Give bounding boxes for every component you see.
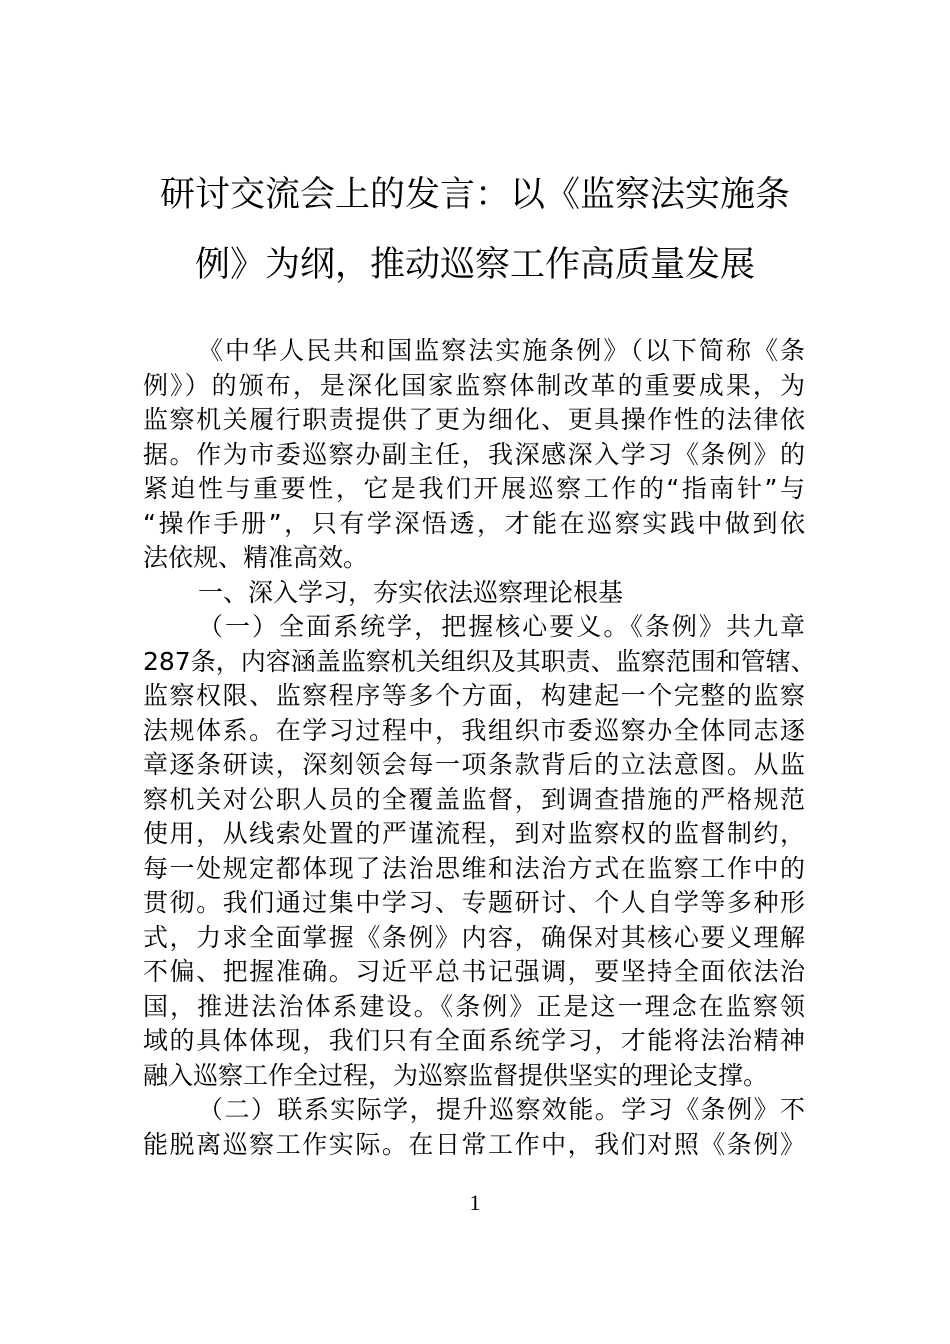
document-title xyxy=(0,160,950,300)
paragraph xyxy=(143,1093,805,1162)
text-line: 域的具体体现，我们只有全面系统学习，才能将法治精神 xyxy=(143,1026,805,1055)
text-line: 监察权限、监察程序等多个方面，构建起一个完整的监察 xyxy=(143,681,805,710)
text-line: 每一处规定都体现了法治思维和法治方式在监察工作中的 xyxy=(143,853,805,883)
section-heading xyxy=(143,576,805,611)
text-line: 紧迫性与重要性，它是我们开展巡察工作的“指南针”与 xyxy=(143,474,805,503)
text-line: “操作手册”，只有学深悟透，才能在巡察实践中做到依 xyxy=(143,508,805,538)
text-line: 一、深入学习，夯实依法巡察理论根基 xyxy=(198,577,624,607)
paragraph xyxy=(143,334,805,576)
title-line-1: 研讨交流会上的发言：以《监察法实施条 xyxy=(159,175,790,215)
text-line: （二）联系实际学，提升巡察效能。学习《条例》不 xyxy=(198,1095,805,1124)
text-line: 贯彻。我们通过集中学习、专题研讨、个人自学等多种形 xyxy=(143,888,805,917)
page-number: 1 xyxy=(469,1190,481,1215)
paragraph xyxy=(143,610,816,1093)
text-line: 例》）的颁布，是深化国家监察体制改革的重要成果，为 xyxy=(143,370,805,400)
text-line: （一）全面系统学，把握核心要义。《条例》共九章 xyxy=(198,612,805,641)
text-line: 法规体系。在学习过程中，我组织市委巡察办全体同志逐 xyxy=(143,715,805,745)
text-line: 融入巡察工作全过程，为巡察监督提供坚实的理论支撑。 xyxy=(143,1060,769,1090)
document-body xyxy=(143,334,816,1162)
text-line: 能脱离巡察工作实际。在日常工作中，我们对照《条例》 xyxy=(143,1129,805,1159)
text-line: 法依规、精准高效。 xyxy=(143,543,369,572)
text-line: 287条，内容涵盖监察机关组织及其职责、监察范围和管辖、 xyxy=(143,646,816,676)
text-line: 使用，从线索处置的严谨流程，到对监察权的监督制约， xyxy=(143,819,805,848)
text-line: 察机关对公职人员的全覆盖监督，到调查措施的严格规范 xyxy=(143,784,805,814)
text-line: 据。作为市委巡察办副主任，我深感深入学习《条例》的 xyxy=(143,439,805,469)
text-line: 章逐条研读，深刻领会每一项条款背后的立法意图。从监 xyxy=(143,750,805,779)
title-line-2: 例》为纲，推动巡察工作高质量发展 xyxy=(194,245,755,285)
text-line: 监察机关履行职责提供了更为细化、更具操作性的法律依 xyxy=(143,405,805,434)
text-line: 式，力求全面掌握《条例》内容，确保对其核心要义理解 xyxy=(143,922,805,952)
text-line: 国，推进法治体系建设。《条例》正是这一理念在监察领 xyxy=(143,991,805,1021)
text-line: 不偏、把握准确。习近平总书记强调，要坚持全面依法治 xyxy=(143,957,805,986)
text-line: 《中华人民共和国监察法实施条例》（以下简称《条 xyxy=(198,336,805,365)
